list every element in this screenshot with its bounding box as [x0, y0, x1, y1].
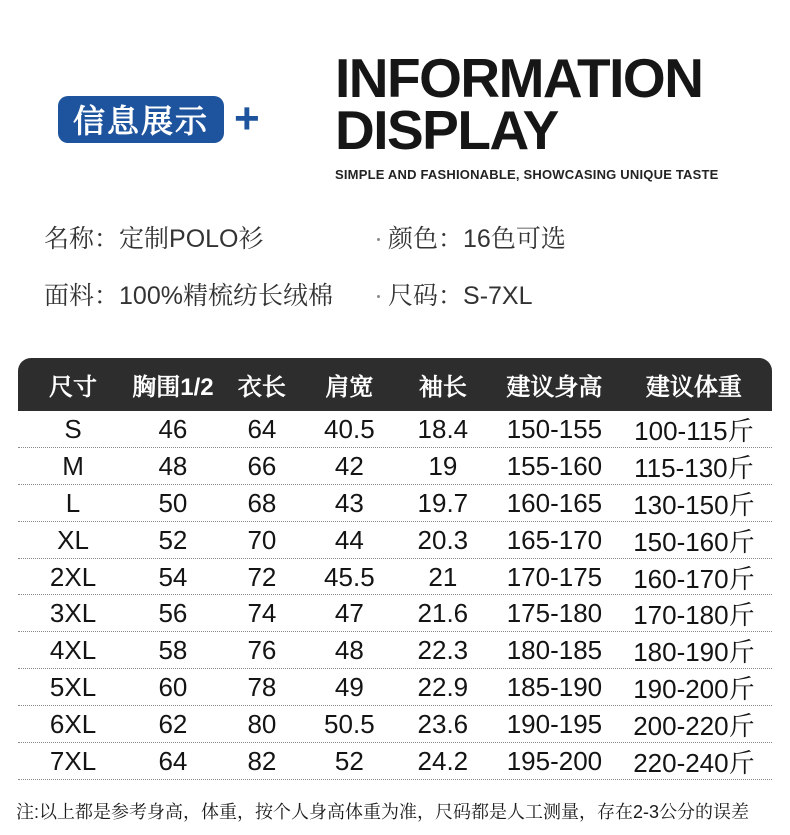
table-cell: 150-155: [506, 414, 603, 444]
table-cell: 19.7: [417, 487, 469, 518]
table-cell: 78: [247, 672, 277, 703]
table-cell: 56: [158, 598, 188, 629]
table-cell: 21: [428, 561, 458, 592]
table-cell: 80: [247, 709, 277, 740]
table-cell: 64: [247, 414, 277, 444]
table-row: [18, 595, 772, 632]
table-row: [18, 669, 772, 706]
plus-icon: +: [234, 94, 260, 143]
table-cell: 24.2: [417, 746, 469, 777]
page-title-line2: DISPLAY: [335, 99, 558, 161]
table-cell: 58: [158, 635, 188, 666]
table-cell: 62: [158, 709, 188, 740]
product-name-label: 名称：: [44, 225, 120, 253]
table-cell: 115-130斤: [634, 452, 754, 483]
table-cell: 150-160斤: [633, 526, 755, 557]
table-cell: 43: [334, 487, 364, 518]
table-cell: 4XL: [49, 635, 97, 666]
table-cell: 66: [247, 450, 277, 481]
table-cell: 50: [158, 487, 188, 518]
table-cell: 23.6: [417, 709, 469, 740]
title-block: [335, 47, 719, 182]
table-cell: 70: [247, 524, 277, 555]
table-cell: 64: [158, 746, 188, 777]
product-fabric-label: 面料：: [44, 282, 120, 310]
table-cell: 68: [247, 487, 277, 518]
table-cell: 52: [158, 524, 188, 555]
table-cell: 170-180斤: [633, 600, 755, 631]
table-cell: S: [64, 414, 82, 444]
product-color-field: [388, 224, 566, 254]
table-cell: 40.5: [324, 414, 375, 444]
table-cell: 195-200: [506, 746, 603, 777]
table-cell: 44: [334, 524, 364, 555]
table-cell: 76: [247, 635, 277, 666]
table-cell: 180-190斤: [633, 637, 755, 668]
table-cell: 74: [247, 598, 277, 629]
product-color-label: 颜色：: [388, 225, 464, 253]
table-cell: M: [62, 450, 84, 481]
page-title-line1: INFORMATION: [335, 47, 703, 109]
table-cell: 48: [158, 450, 188, 481]
table-cell: 20.3: [417, 524, 469, 555]
table-cell: 47: [334, 598, 364, 629]
table-cell: 22.3: [417, 635, 469, 666]
table-cell: 155-160: [506, 450, 603, 481]
table-cell: 130-150斤: [633, 489, 755, 520]
column-header: 肩宽: [325, 374, 374, 401]
measurement-disclaimer: 注:以上都是参考身高，体重，按个人身高体重为准，尺码都是人工测量，存在2-3公分的误差: [16, 802, 750, 822]
product-size-label: 尺码：: [388, 282, 464, 310]
column-header: 袖长: [418, 374, 467, 401]
badge-label: 信息展示: [73, 102, 210, 139]
table-row: [18, 559, 772, 596]
table-cell: 170-175: [506, 561, 603, 592]
column-header: 胸围1/2: [132, 374, 214, 401]
product-name-field: [44, 224, 264, 254]
size-chart-body: [18, 411, 772, 780]
product-fabric-value: 100%精梳纺长绒棉: [119, 282, 333, 310]
table-cell: 180-185: [506, 635, 603, 666]
table-cell: 45.5: [324, 561, 375, 592]
table-row: [18, 485, 772, 522]
table-cell: 54: [158, 561, 188, 592]
table-cell: 2XL: [49, 561, 97, 592]
table-cell: 165-170: [506, 524, 603, 555]
table-cell: 21.6: [417, 598, 469, 629]
table-cell: L: [65, 487, 81, 518]
table-row: [18, 743, 772, 780]
column-header: 衣长: [237, 374, 286, 401]
table-cell: XL: [57, 524, 89, 555]
product-color-value: 16色可选: [463, 225, 566, 253]
product-size-value: S-7XL: [463, 282, 533, 310]
table-cell: 200-220斤: [633, 711, 755, 742]
table-cell: 5XL: [49, 672, 97, 703]
table-cell: 22.9: [417, 672, 469, 703]
table-cell: 46: [158, 414, 188, 444]
table-cell: 42: [334, 450, 364, 481]
table-cell: 60: [158, 672, 188, 703]
table-row: [18, 448, 772, 485]
table-cell: 190-200斤: [633, 674, 755, 705]
column-header: 建议体重: [645, 374, 742, 401]
table-cell: 19: [428, 450, 458, 481]
table-cell: 49: [334, 672, 364, 703]
table-cell: 52: [334, 746, 364, 777]
column-header: 尺寸: [49, 374, 98, 401]
product-fabric-field: [44, 281, 333, 311]
info-display-badge: [58, 96, 224, 143]
table-row: [18, 706, 772, 743]
table-cell: 72: [247, 561, 277, 592]
column-header: 建议身高: [506, 374, 603, 401]
size-chart-table: [18, 358, 772, 780]
table-cell: 175-180: [506, 598, 603, 629]
table-cell: 18.4: [417, 414, 469, 444]
page-subtitle: SIMPLE AND FASHIONABLE, SHOWCASING UNIQUE TASTE: [335, 167, 719, 182]
product-name-value: 定制POLO衫: [119, 225, 264, 253]
table-cell: 82: [247, 746, 277, 777]
table-cell: 160-165: [506, 487, 603, 518]
product-size-field: [388, 281, 533, 311]
table-cell: 190-195: [506, 709, 603, 740]
table-cell: 160-170斤: [633, 563, 755, 594]
table-row: [18, 522, 772, 559]
table-cell: 3XL: [49, 598, 97, 629]
table-cell: 100-115斤: [634, 416, 754, 446]
table-cell: 185-190: [506, 672, 603, 703]
table-cell: 6XL: [49, 709, 97, 740]
size-chart-header-row: [18, 358, 772, 411]
table-cell: 50.5: [324, 709, 375, 740]
table-row: [18, 632, 772, 669]
table-cell: 48: [334, 635, 364, 666]
table-cell: 7XL: [49, 746, 97, 777]
table-row: [18, 411, 772, 448]
table-cell: 220-240斤: [633, 748, 755, 779]
